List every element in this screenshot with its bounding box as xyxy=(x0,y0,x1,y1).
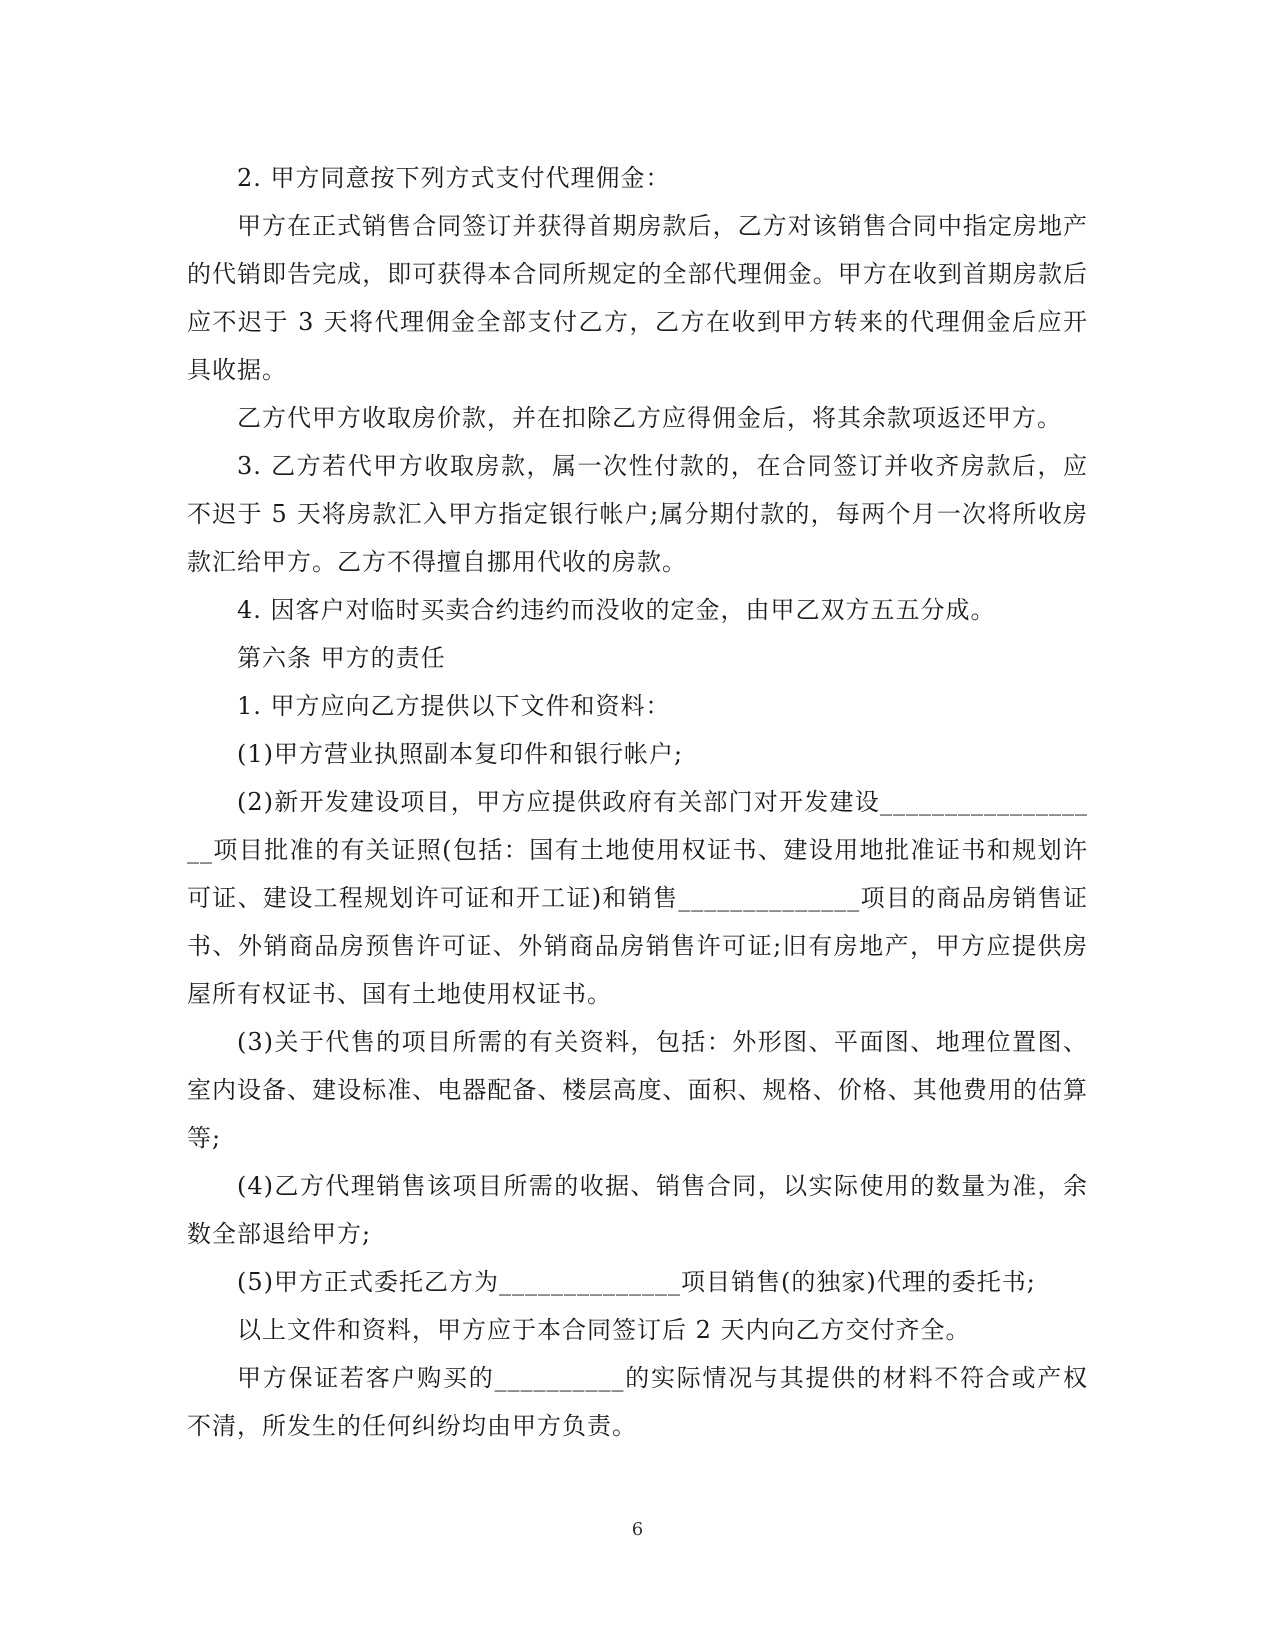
page-number: 6 xyxy=(631,1519,644,1540)
paragraph-remit-payment: 3. 乙方若代甲方收取房款，属一次性付款的，在合同签订并收齐房款后，应不迟于 5 天将房款汇入甲方指定银行帐户;属分期付款的，每两个月一次将所收房款汇给甲方。乙方不得擅自挪用代收的房款。 xyxy=(187,452,1088,576)
list-item-project-materials: (3)关于代售的项目所需的有关资料，包括：外形图、平面图、地理位置图、室内设备、建设标准、电器配备、楼层高度、面积、规格、价格、其他费用的估算等; xyxy=(187,1028,1088,1152)
paragraph-documents-intro: 1. 甲方应向乙方提供以下文件和资料： xyxy=(237,692,671,720)
paragraph-collect-price: 乙方代甲方收取房价款，并在扣除乙方应得佣金后，将其余款项返还甲方。 xyxy=(237,404,1062,432)
list-item-receipts-contracts: (4)乙方代理销售该项目所需的收据、销售合同，以实际使用的数量为准，余数全部退给甲方; xyxy=(187,1172,1088,1248)
paragraph-forfeited-deposit: 4. 因客户对临时买卖合约违约而没收的定金，由甲乙双方五五分成。 xyxy=(237,596,996,624)
list-item-project-certificates: (2)新开发建设项目，甲方应提供政府有关部门对开发建设__________________项目批准的有关证照(包括：国有土地使用权证书、建设用地批准证书和规划许可证、建设工程规划许可证和开工证)和销售______________项目的商品房销售证书、外销商品房预售许可证、外销商品房销售许可证;旧有房地产，甲方应提供房屋所有权证书、国有土地使用权证书。 xyxy=(187,788,1088,1008)
paragraph-guarantee: 甲方保证若客户购买的__________的实际情况与其提供的材料不符合或产权不清，所发生的任何纠纷均由甲方负责。 xyxy=(187,1364,1088,1440)
list-item-authorization-letter: (5)甲方正式委托乙方为______________项目销售(的独家)代理的委托书; xyxy=(237,1268,1036,1296)
paragraph-commission-payment-method: 2. 甲方同意按下列方式支付代理佣金： xyxy=(237,164,671,192)
paragraph-delivery-deadline: 以上文件和资料，甲方应于本合同签订后 2 天内向乙方交付齐全。 xyxy=(237,1316,971,1344)
paragraph-commission-terms: 甲方在正式销售合同签订并获得首期房款后，乙方对该销售合同中指定房地产的代销即告完成，即可获得本合同所规定的全部代理佣金。甲方在收到首期房款后应不迟于 3 天将代理佣金全部支付乙方，乙方在收到甲方转来的代理佣金后应开具收据。 xyxy=(187,212,1088,384)
section-heading-party-a-duties: 第六条 甲方的责任 xyxy=(237,644,446,672)
list-item-business-license: (1)甲方营业执照副本复印件和银行帐户; xyxy=(237,740,684,768)
document-body xyxy=(187,154,1088,1450)
